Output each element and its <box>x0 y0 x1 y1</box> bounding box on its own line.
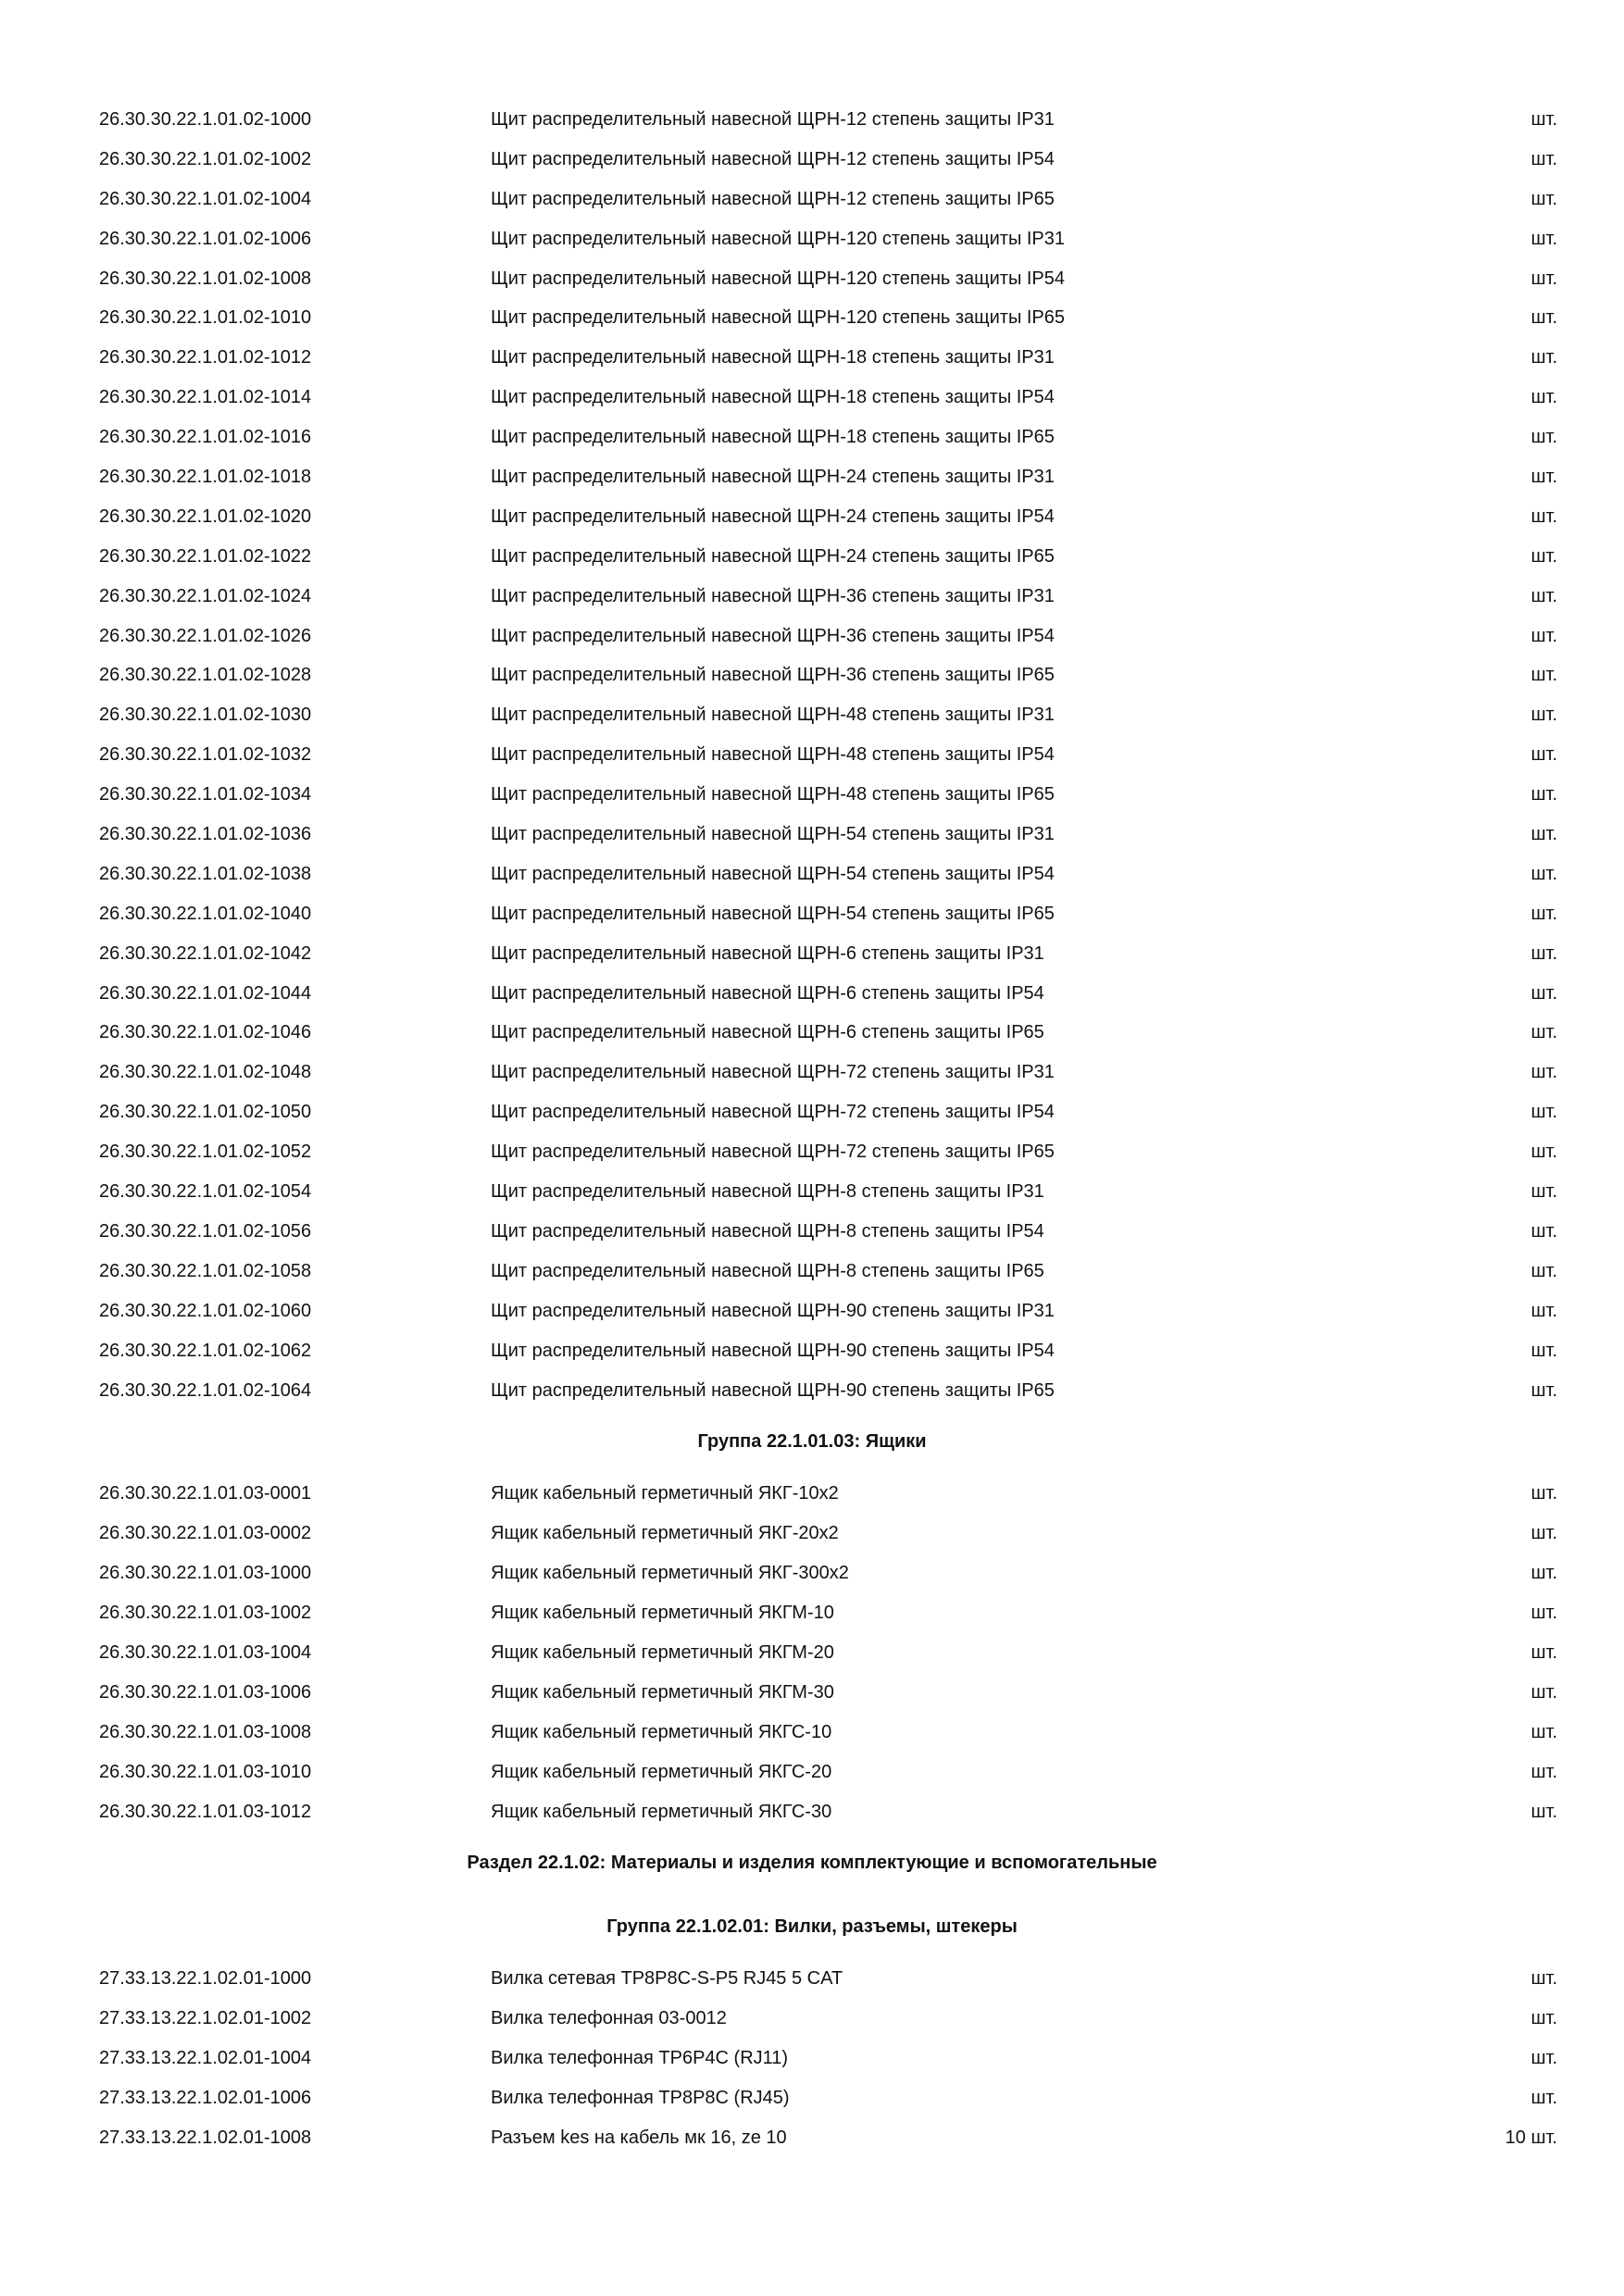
item-unit: шт. <box>1530 1721 1557 1742</box>
table-row <box>0 338 1624 378</box>
table-row <box>0 1331 1624 1371</box>
table-row <box>0 855 1624 894</box>
item-code: 26.30.30.22.1.01.02-1050 <box>99 1102 312 1123</box>
item-unit: шт. <box>1530 625 1557 646</box>
table-row <box>0 1053 1624 1092</box>
item-unit: шт. <box>1530 1220 1557 1242</box>
item-name: Щит распределительный навесной ЩРН-72 степень защиты IP65 <box>491 1142 1055 1163</box>
item-name: Щит распределительный навесной ЩРН-24 степень защиты IP54 <box>491 505 1055 527</box>
table-row <box>0 100 1624 140</box>
item-name: Щит распределительный навесной ЩРН-120 степень защиты IP31 <box>491 228 1066 249</box>
item-code: 26.30.30.22.1.01.03-0001 <box>99 1483 312 1504</box>
item-name: Вилка телефонная 03-0012 <box>491 2008 727 2029</box>
item-unit: шт. <box>1530 1681 1557 1703</box>
item-unit: шт. <box>1530 2088 1557 2109</box>
table-row <box>0 1999 1624 2039</box>
item-code: 26.30.30.22.1.01.02-1002 <box>99 148 312 169</box>
table-row <box>0 655 1624 695</box>
section-0 <box>0 100 1624 1410</box>
item-code: 26.30.30.22.1.01.02-1038 <box>99 863 312 884</box>
item-code: 26.30.30.22.1.01.03-1008 <box>99 1721 312 1742</box>
item-code: 26.30.30.22.1.01.02-1014 <box>99 387 312 408</box>
table-row <box>0 577 1624 617</box>
item-unit: шт. <box>1530 307 1557 329</box>
item-code: 26.30.30.22.1.01.02-1010 <box>99 307 312 329</box>
table-row <box>0 1713 1624 1753</box>
item-code: 26.30.30.22.1.01.02-1036 <box>99 824 312 845</box>
item-name: Щит распределительный навесной ЩРН-54 степень защиты IP65 <box>491 903 1055 924</box>
item-code: 26.30.30.22.1.01.03-1010 <box>99 1761 312 1782</box>
table-row <box>0 1212 1624 1252</box>
document-page <box>0 100 1624 2158</box>
item-name: Щит распределительный навесной ЩРН-8 степень защиты IP65 <box>491 1260 1044 1281</box>
item-code: 27.33.13.22.1.02.01-1002 <box>99 2008 312 2029</box>
table-row <box>0 1554 1624 1593</box>
item-unit: шт. <box>1530 1142 1557 1163</box>
item-unit: шт. <box>1530 1603 1557 1624</box>
item-code: 26.30.30.22.1.01.02-1046 <box>99 1022 312 1043</box>
table-row <box>0 140 1624 180</box>
item-unit: шт. <box>1530 942 1557 964</box>
item-code: 26.30.30.22.1.01.02-1022 <box>99 545 312 567</box>
table-row <box>0 1959 1624 1999</box>
table-row <box>0 1252 1624 1292</box>
item-name: Щит распределительный навесной ЩРН-72 степень защиты IP31 <box>491 1062 1055 1083</box>
item-unit: шт. <box>1530 744 1557 766</box>
item-code: 27.33.13.22.1.02.01-1004 <box>99 2048 312 2069</box>
table-row <box>0 259 1624 299</box>
item-code: 26.30.30.22.1.01.02-1054 <box>99 1181 312 1203</box>
item-name: Ящик кабельный герметичный ЯКГС-10 <box>491 1721 832 1742</box>
table-row <box>0 180 1624 219</box>
table-row <box>0 1092 1624 1132</box>
item-code: 26.30.30.22.1.01.02-1060 <box>99 1300 312 1321</box>
table-row <box>0 1673 1624 1713</box>
item-name: Ящик кабельный герметичный ЯКГМ-30 <box>491 1681 834 1703</box>
item-code: 26.30.30.22.1.01.03-1002 <box>99 1603 312 1624</box>
table-row <box>0 1792 1624 1832</box>
table-row <box>0 894 1624 934</box>
table-row <box>0 2078 1624 2118</box>
item-code: 26.30.30.22.1.01.02-1058 <box>99 1260 312 1281</box>
item-name: Щит распределительный навесной ЩРН-90 степень защиты IP65 <box>491 1379 1055 1401</box>
table-row <box>0 497 1624 537</box>
item-name: Вилка сетевая TP8P8C-S-P5 RJ45 5 CAT <box>491 1968 843 1990</box>
item-name: Щит распределительный навесной ЩРН-48 степень защиты IP65 <box>491 784 1055 805</box>
item-code: 26.30.30.22.1.01.02-1042 <box>99 942 312 964</box>
item-unit: шт. <box>1530 228 1557 249</box>
item-unit: шт. <box>1530 1483 1557 1504</box>
item-unit: шт. <box>1530 1968 1557 1990</box>
item-name: Щит распределительный навесной ЩРН-48 степень защиты IP54 <box>491 744 1055 766</box>
item-unit: 10 шт. <box>1505 2127 1557 2148</box>
item-unit: шт. <box>1530 1641 1557 1663</box>
item-unit: шт. <box>1530 427 1557 448</box>
table-row <box>0 219 1624 259</box>
item-name: Щит распределительный навесной ЩРН-12 степень защиты IP54 <box>491 148 1055 169</box>
table-row <box>0 378 1624 418</box>
item-unit: шт. <box>1530 665 1557 686</box>
item-name: Щит распределительный навесной ЩРН-36 степень защиты IP65 <box>491 665 1055 686</box>
item-code: 26.30.30.22.1.01.02-1016 <box>99 427 312 448</box>
item-unit: шт. <box>1530 109 1557 130</box>
item-name: Щит распределительный навесной ЩРН-6 степень защиты IP31 <box>491 942 1044 964</box>
item-name: Щит распределительный навесной ЩРН-90 степень защиты IP54 <box>491 1340 1055 1361</box>
table-row <box>0 617 1624 656</box>
item-code: 26.30.30.22.1.01.02-1028 <box>99 665 312 686</box>
group-heading: Группа 22.1.01.03: Ящики <box>697 1431 927 1453</box>
item-code: 26.30.30.22.1.01.03-1012 <box>99 1801 312 1822</box>
item-unit: шт. <box>1530 1260 1557 1281</box>
table-row <box>0 418 1624 457</box>
item-unit: шт. <box>1530 863 1557 884</box>
table-row <box>0 1132 1624 1172</box>
item-unit: шт. <box>1530 387 1557 408</box>
item-code: 26.30.30.22.1.01.02-1012 <box>99 347 312 368</box>
item-name: Щит распределительный навесной ЩРН-8 степень защиты IP31 <box>491 1181 1044 1203</box>
group-heading: Группа 22.1.02.01: Вилки, разъемы, штекеры <box>606 1916 1018 1938</box>
item-code: 26.30.30.22.1.01.02-1032 <box>99 744 312 766</box>
item-unit: шт. <box>1530 705 1557 726</box>
item-name: Щит распределительный навесной ЩРН-6 степень защиты IP54 <box>491 982 1044 1004</box>
table-row <box>0 1593 1624 1633</box>
table-row <box>0 2118 1624 2158</box>
item-name: Щит распределительный навесной ЩРН-72 степень защиты IP54 <box>491 1102 1055 1123</box>
item-code: 26.30.30.22.1.01.02-1020 <box>99 505 312 527</box>
item-unit: шт. <box>1530 1022 1557 1043</box>
item-unit: шт. <box>1530 824 1557 845</box>
section-group-boxes <box>0 1410 1624 1831</box>
table-row <box>0 815 1624 855</box>
item-unit: шт. <box>1530 2048 1557 2069</box>
table-row <box>0 1292 1624 1331</box>
table-row <box>0 695 1624 735</box>
item-unit: шт. <box>1530 467 1557 488</box>
item-name: Разъем kes на кабель мк 16, ze 10 <box>491 2127 787 2148</box>
item-code: 26.30.30.22.1.01.02-1030 <box>99 705 312 726</box>
item-unit: шт. <box>1530 505 1557 527</box>
item-name: Щит распределительный навесной ЩРН-90 степень защиты IP31 <box>491 1300 1055 1321</box>
item-code: 26.30.30.22.1.01.02-1044 <box>99 982 312 1004</box>
item-name: Щит распределительный навесной ЩРН-36 степень защиты IP54 <box>491 625 1055 646</box>
item-unit: шт. <box>1530 545 1557 567</box>
item-code: 26.30.30.22.1.01.02-1048 <box>99 1062 312 1083</box>
item-code: 26.30.30.22.1.01.02-1056 <box>99 1220 312 1242</box>
item-name: Щит распределительный навесной ЩРН-6 степень защиты IP65 <box>491 1022 1044 1043</box>
table-row <box>0 1013 1624 1053</box>
table-row <box>0 1474 1624 1514</box>
item-code: 26.30.30.22.1.01.02-1006 <box>99 228 312 249</box>
item-code: 26.30.30.22.1.01.03-1004 <box>99 1641 312 1663</box>
item-unit: шт. <box>1530 268 1557 289</box>
item-name: Ящик кабельный герметичный ЯКГ-10х2 <box>491 1483 839 1504</box>
item-unit: шт. <box>1530 1801 1557 1822</box>
item-name: Щит распределительный навесной ЩРН-54 степень защиты IP31 <box>491 824 1055 845</box>
item-unit: шт. <box>1530 1340 1557 1361</box>
table-row <box>0 1172 1624 1212</box>
item-unit: шт. <box>1530 347 1557 368</box>
table-row <box>0 1753 1624 1792</box>
item-name: Ящик кабельный герметичный ЯКГ-20х2 <box>491 1523 839 1544</box>
item-name: Щит распределительный навесной ЩРН-18 степень защиты IP31 <box>491 347 1055 368</box>
item-code: 26.30.30.22.1.01.02-1000 <box>99 109 312 130</box>
item-unit: шт. <box>1530 1300 1557 1321</box>
item-code: 26.30.30.22.1.01.03-1006 <box>99 1681 312 1703</box>
item-unit: шт. <box>1530 1379 1557 1401</box>
item-unit: шт. <box>1530 1102 1557 1123</box>
item-code: 26.30.30.22.1.01.02-1018 <box>99 467 312 488</box>
item-name: Щит распределительный навесной ЩРН-120 степень защиты IP65 <box>491 307 1066 329</box>
item-name: Щит распределительный навесной ЩРН-12 степень защиты IP31 <box>491 109 1055 130</box>
item-unit: шт. <box>1530 188 1557 209</box>
item-name: Щит распределительный навесной ЩРН-36 степень защиты IP31 <box>491 585 1055 606</box>
item-code: 26.30.30.22.1.01.02-1052 <box>99 1142 312 1163</box>
item-name: Щит распределительный навесной ЩРН-18 степень защиты IP54 <box>491 387 1055 408</box>
item-unit: шт. <box>1530 903 1557 924</box>
item-unit: шт. <box>1530 2008 1557 2029</box>
item-name: Щит распределительный навесной ЩРН-12 степень защиты IP65 <box>491 188 1055 209</box>
item-name: Ящик кабельный герметичный ЯКГС-20 <box>491 1761 832 1782</box>
item-name: Щит распределительный навесной ЩРН-18 степень защиты IP65 <box>491 427 1055 448</box>
item-name: Ящик кабельный герметичный ЯКГС-30 <box>491 1801 832 1822</box>
item-code: 27.33.13.22.1.02.01-1008 <box>99 2127 312 2148</box>
table-row <box>0 974 1624 1014</box>
item-code: 27.33.13.22.1.02.01-1006 <box>99 2088 312 2109</box>
table-row <box>0 1633 1624 1673</box>
item-code: 26.30.30.22.1.01.02-1034 <box>99 784 312 805</box>
item-code: 26.30.30.22.1.01.03-1000 <box>99 1563 312 1584</box>
item-name: Щит распределительный навесной ЩРН-120 степень защиты IP54 <box>491 268 1066 289</box>
item-unit: шт. <box>1530 1761 1557 1782</box>
section-group-plugs <box>0 1895 1624 2157</box>
item-name: Вилка телефонная TP6P4C (RJ11) <box>491 2048 789 2069</box>
table-row <box>0 1371 1624 1411</box>
item-unit: шт. <box>1530 585 1557 606</box>
table-row <box>0 775 1624 815</box>
item-code: 26.30.30.22.1.01.02-1024 <box>99 585 312 606</box>
item-unit: шт. <box>1530 784 1557 805</box>
item-name: Вилка телефонная TP8P8C (RJ45) <box>491 2088 790 2109</box>
item-name: Щит распределительный навесной ЩРН-24 степень защиты IP31 <box>491 467 1055 488</box>
section-heading: Раздел 22.1.02: Материалы и изделия комплектующие и вспомогательные <box>467 1853 1157 1874</box>
table-row <box>0 298 1624 338</box>
table-row <box>0 457 1624 497</box>
table-row <box>0 934 1624 974</box>
item-code: 26.30.30.22.1.01.02-1026 <box>99 625 312 646</box>
section-materials <box>0 1831 1624 1895</box>
item-code: 26.30.30.22.1.01.02-1040 <box>99 903 312 924</box>
item-code: 26.30.30.22.1.01.02-1008 <box>99 268 312 289</box>
table-row <box>0 735 1624 775</box>
item-unit: шт. <box>1530 1062 1557 1083</box>
item-name: Ящик кабельный герметичный ЯКГМ-20 <box>491 1641 834 1663</box>
item-code: 26.30.30.22.1.01.02-1004 <box>99 188 312 209</box>
item-name: Ящик кабельный герметичный ЯКГ-300х2 <box>491 1563 849 1584</box>
item-name: Щит распределительный навесной ЩРН-8 степень защиты IP54 <box>491 1220 1044 1242</box>
item-unit: шт. <box>1530 1181 1557 1203</box>
item-unit: шт. <box>1530 1523 1557 1544</box>
item-name: Ящик кабельный герметичный ЯКГМ-10 <box>491 1603 834 1624</box>
item-name: Щит распределительный навесной ЩРН-48 степень защиты IP31 <box>491 705 1055 726</box>
table-row <box>0 537 1624 577</box>
item-code: 26.30.30.22.1.01.02-1064 <box>99 1379 312 1401</box>
item-unit: шт. <box>1530 148 1557 169</box>
item-name: Щит распределительный навесной ЩРН-24 степень защиты IP65 <box>491 545 1055 567</box>
item-code: 27.33.13.22.1.02.01-1000 <box>99 1968 312 1990</box>
item-name: Щит распределительный навесной ЩРН-54 степень защиты IP54 <box>491 863 1055 884</box>
item-code: 26.30.30.22.1.01.03-0002 <box>99 1523 312 1544</box>
table-row <box>0 2039 1624 2078</box>
item-unit: шт. <box>1530 982 1557 1004</box>
table-row <box>0 1514 1624 1554</box>
item-unit: шт. <box>1530 1563 1557 1584</box>
item-code: 26.30.30.22.1.01.02-1062 <box>99 1340 312 1361</box>
